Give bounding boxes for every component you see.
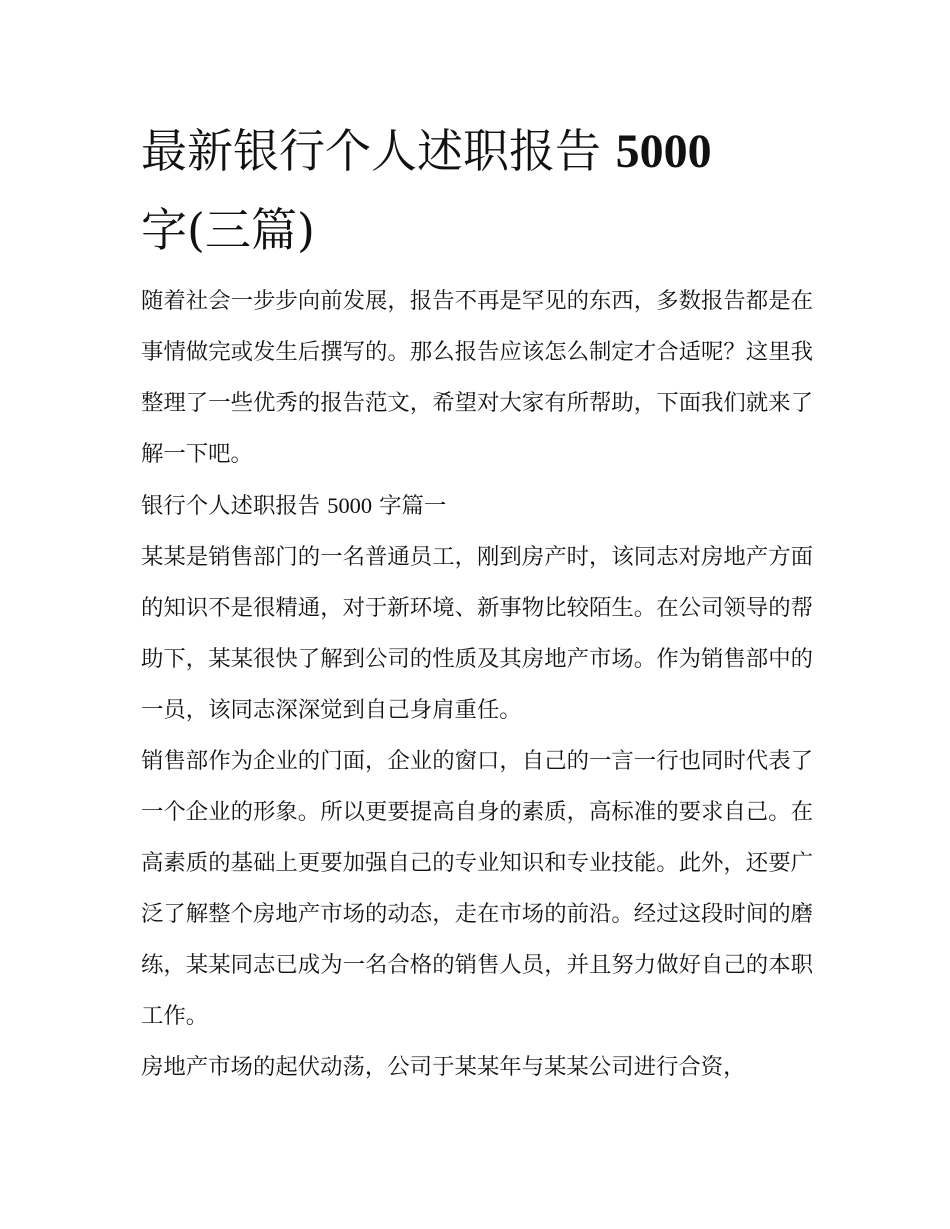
body-paragraph-2: 销售部作为企业的门面，企业的窗口，自己的一言一行也同时代表了一个企业的形象。所以更要提高自身的素质，高标准的要求自己。在高素质的基础上更要加强自己的专业知识和专业技能。此外，还要广泛了解整个房地产市场的动态，走在市场的前沿。经过这段时间的磨练，某某同志已成为一名合格的销售人员，并且努力做好自己的本职工作。 (141, 748, 813, 1029)
body-paragraph-3: 房地产市场的起伏动荡，公司于某某年与某某公司进行合资， (141, 1054, 746, 1080)
title-number: 5000 (615, 125, 712, 178)
document-body (141, 112, 813, 1093)
section-heading-number: 5000 (327, 493, 373, 518)
intro-paragraph: 随着社会一步步向前发展，报告不再是罕见的东西，多数报告都是在事情做完或发生后撰写的。那么报告应该怎么制定才合适呢？这里我整理了一些优秀的报告范文，希望对大家有所帮助，下面我们就来了解一下吧。 (141, 288, 813, 467)
document-title (141, 112, 813, 269)
title-text-part1: 最新银行个人述职报告 (141, 124, 601, 178)
section-heading (141, 480, 813, 532)
title-text-part2: 字(三篇) (141, 203, 315, 257)
section-heading-part1: 银行个人述职报告 (141, 493, 321, 519)
section-heading-part2: 字篇一 (379, 493, 447, 519)
body-paragraph-1: 某某是销售部门的一名普通员工，刚到房产时，该同志对房地产方面的知识不是很精通，对于新环境、新事物比较陌生。在公司领导的帮助下，某某很快了解到公司的性质及其房地产市场。作为销售部中的一员，该同志深深觉到自己身肩重任。 (141, 544, 813, 723)
